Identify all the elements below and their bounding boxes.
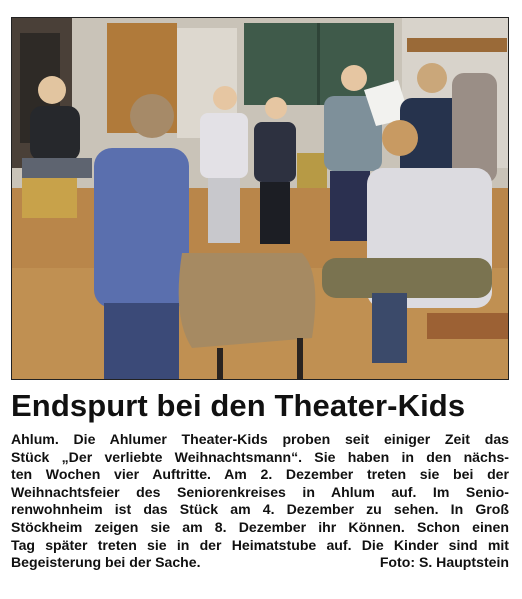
- body-line: Ahlum. Die Ahlumer Theater-Kids proben seit einiger Zeit das: [11, 431, 509, 447]
- photo-rehearsal-scene: [12, 18, 509, 380]
- article-body: [11, 431, 509, 572]
- body-line: ten Wochen vier Auftritte. Am 2. Dezember treten sie bei der: [11, 466, 509, 483]
- body-line: Stöckheim zeigen sie am 8. Dezember ihr Können. Schon einen: [11, 518, 509, 535]
- body-line: Stück „Der verliebte Weihnachtsmann“. Sie haben in den nächs-: [11, 448, 509, 465]
- body-last-line: [11, 554, 509, 572]
- body-line: renwohnheim ist das Stück am 4. Dezember zu sehen. In Groß: [11, 501, 509, 518]
- article-photo: [11, 17, 509, 380]
- body-line: Tag später treten sie in der Heimatstube auf. Die Kinder sind mit: [11, 536, 509, 553]
- headline: Endspurt bei den Theater-Kids: [11, 388, 466, 423]
- body-line: Weihnachtsfeier des Seniorenkreises in Ahlum auf. Im Senio-: [11, 483, 509, 500]
- body-line-end: Begeisterung bei der Sache.: [11, 554, 201, 571]
- photo-credit: Foto: S. Hauptstein: [379, 554, 509, 571]
